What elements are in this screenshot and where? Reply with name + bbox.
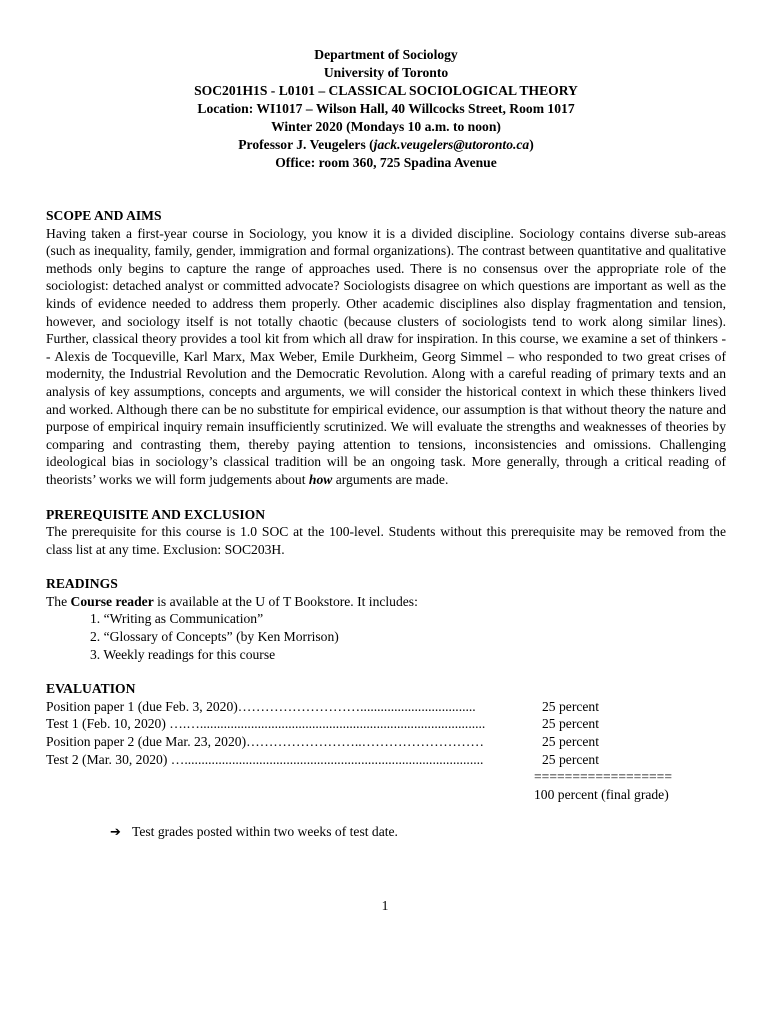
evaluation-label: Position paper 1 (due Feb. 3, 2020)……………………….................................. — [46, 698, 476, 714]
evaluation-label: Test 1 (Feb. 10, 2020) ….….................................................................................... — [46, 716, 486, 732]
evaluation-row — [46, 751, 726, 769]
syllabus-page — [46, 46, 726, 842]
professor-email: jack.veugelers@utoronto.ca — [373, 137, 530, 152]
syllabus-header — [46, 46, 726, 172]
prereq-section — [46, 506, 726, 559]
evaluation-value: 25 percent — [542, 716, 599, 732]
evaluation-value: 25 percent — [542, 734, 599, 750]
scope-body: Having taken a first-year course in Sociology, you know it is a divided discipline. Sociology contains diverse sub-areas (such as inequality, family, gender, immigration and formal organizations). The contrast between quantitative and qualitative methods only begins to capture the range of approaches used. There is no consensus over the appropriate role of the sociologist: detached analyst or committed advocate? Sociologists disagree on which questions are important as well as the kinds of evidence needed to address them properly. Other academic disciplines also display fragmentation and tension, however, and sociology itself is not totally chaotic (because clusters of sociologists tend to work along similar lines). Further, classical theory provides a tool kit from which all draw for inspiration. In this course, we examine a set of thinkers -- Alexis de Tocqueville, Karl Marx, Max Weber, Emile Durkheim, Georg Simmel – who responded to two great crises of modernity, the Industrial Revolution and the Democratic Revolution. Along with a careful reading of primary texts and an analysis of key assumptions, concepts and arguments, we will consider the historical context in which these thinkers lived and worked. Although there can be no substitute for empirical evidence, our assumption is that without theory the nature and purpose of empirical inquiry remain insufficiently scrutinized. We will evaluate the strengths and weaknesses of theories by comparing and contrasting them, thereby paying attention to tensions, inconsistencies and omissions. Challenging ideological bias in sociology’s classical tradition will be an ongoing task. More generally, through a critical reading of theorists’ works we will form judgements about — [46, 225, 726, 487]
readings-list — [46, 610, 726, 663]
department-line: Department of Sociology — [314, 47, 458, 62]
evaluation-separator: ================== — [534, 769, 672, 785]
location-line: Location: WI1017 – Wilson Hall, 40 Willcocks Street, Room 1017 — [197, 101, 575, 116]
readings-intro — [46, 593, 726, 611]
note-text: Test grades posted within two weeks of test date. — [132, 824, 398, 840]
list-item: 3. Weekly readings for this course — [90, 646, 276, 662]
test-grades-note — [46, 823, 726, 842]
term-line: Winter 2020 (Mondays 10 a.m. to noon) — [271, 119, 501, 134]
university-line: University of Toronto — [323, 65, 449, 80]
course-reader-label: Course reader — [70, 593, 154, 609]
evaluation-value: 25 percent — [542, 698, 599, 714]
evaluation-row — [46, 698, 726, 716]
readings-intro-post: is available at the U of T Bookstore. It includes: — [153, 593, 418, 609]
prereq-heading: PREREQUISITE AND EXCLUSION — [46, 506, 266, 522]
professor-name: Professor J. Veugelers ( — [238, 137, 374, 152]
evaluation-value: 25 percent — [542, 751, 599, 767]
page-number: 1 — [381, 898, 389, 913]
office-line: Office: room 360, 725 Spadina Avenue — [275, 155, 497, 170]
scope-section — [46, 207, 726, 489]
prereq-paragraph: The prerequisite for this course is 1.0 SOC at the 100-level. Students without this prerequisite may be removed from the class list at any time. Exclusion: SOC203H. — [46, 524, 726, 557]
scope-paragraph — [46, 225, 726, 489]
list-item: 1. “Writing as Communication” — [90, 611, 264, 627]
readings-heading: READINGS — [46, 576, 118, 592]
evaluation-total: 100 percent (final grade) — [534, 786, 669, 802]
scope-heading: SCOPE AND AIMS — [46, 208, 162, 223]
scope-emphasis: how — [308, 471, 333, 487]
list-item: 2. “Glossary of Concepts” (by Ken Morrison) — [90, 629, 339, 645]
evaluation-row — [46, 733, 726, 751]
evaluation-row — [46, 715, 726, 733]
scope-tail: arguments are made. — [332, 471, 449, 487]
evaluation-label: Position paper 2 (due Mar. 23, 2020)……………………..……………………… — [46, 734, 484, 750]
course-title: SOC201H1S - L0101 – CLASSICAL SOCIOLOGICAL THEORY — [194, 83, 578, 98]
readings-intro-pre: The — [46, 593, 71, 609]
professor-suffix: ) — [529, 137, 534, 152]
professor-line — [46, 136, 726, 154]
evaluation-heading: EVALUATION — [46, 681, 136, 697]
arrow-right-icon: ➔ — [110, 825, 121, 841]
readings-section — [46, 575, 726, 663]
evaluation-section — [46, 680, 726, 803]
evaluation-label: Test 2 (Mar. 30, 2020) …........................................................................................ — [46, 751, 484, 767]
